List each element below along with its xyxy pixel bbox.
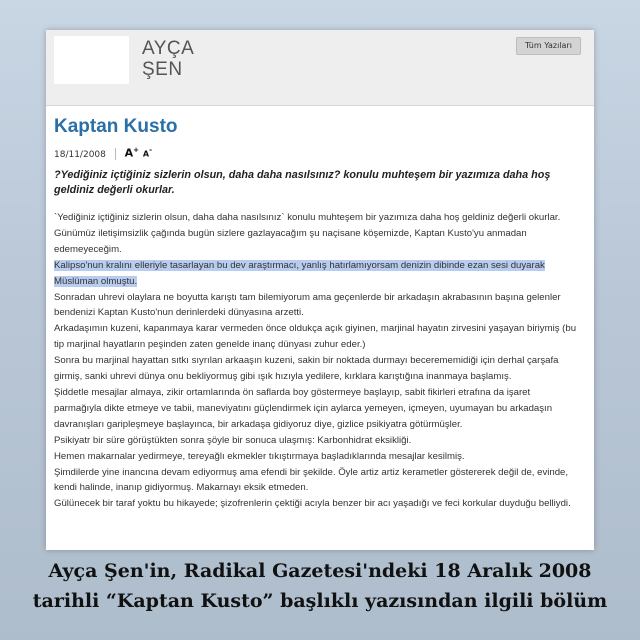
paragraph: Gülünecek bir taraf yoktu bu hikayede; şizofrenlerin çektiği acıyla benzer bir acı yaşadığı ve feci korkular duyduğu belliydi.	[54, 498, 571, 510]
article-body	[54, 210, 579, 512]
article-meta	[54, 146, 152, 160]
image-caption	[0, 556, 640, 616]
author-name[interactable]	[142, 38, 202, 80]
paragraph: Şimdilerde yine inancına devam ediyormuş ama efendi bir şekilde. Öyle artiz artiz kerametler göstererek değil de, evinde, kendi halinde, inanıp gidiyormuş. Makarnayı eksik etmeden.	[54, 466, 569, 494]
caption-line-2: tarihli “Kaptan Kusto” başlıklı yazısından ilgili bölüm	[32, 590, 608, 612]
article-lead: ?Yediğiniz içtiğiniz sizlerin olsun, daha daha nasılsınız? konulu muhteşem bir yazımıza daha hoş geldiniz değerli okurlar.	[54, 169, 551, 196]
paragraph: Arkadaşımın kuzeni, kapanmaya karar vermeden önce oldukça açık giyinen, marjinal hayatın zirvesini yaşayan biriymiş (bu tip marjinal hayatların peşinden zaten genelde inanç dünyası zuhur eder.)	[54, 323, 577, 351]
font-decrease-glyph[interactable]: A	[142, 149, 150, 159]
paragraph-highlighted	[54, 258, 579, 290]
paragraph: Günümüz iletişimsizlik çağında bugün sizlere gazlayacağım şu naçisane köşemizde, Kaptan Kusto'yu anmadan edemeyeceğim.	[54, 227, 527, 255]
author-first-name: AYÇA	[142, 38, 195, 59]
author-photo	[54, 36, 129, 84]
all-posts-button[interactable]: Tüm Yazıları	[516, 37, 581, 55]
font-increase-glyph[interactable]: A	[124, 146, 134, 160]
paragraph: Psikiyatr bir süre görüştükten sonra şöyle bir sonuca ulaşmış: Karbonhidrat eksikliği.	[54, 434, 412, 446]
article-date: 18/11/2008	[54, 149, 106, 160]
article-page	[46, 30, 594, 550]
font-decrease-sign: -	[149, 146, 152, 154]
paragraph: Sonra bu marjinal hayattan sıtkı sıyrılan arkaaşın kuzeni, sakin bir noktada durmayı becerememidiği için derhal çarşafa girmiş, sanki uhrevi dünya onu bekliyormuş gibi ışık hızıyla yedilere, kırklara karıştığına inanmaya başlamış.	[54, 355, 559, 383]
font-increase-sign: +	[133, 146, 140, 154]
author-last-name: ŞEN	[142, 59, 183, 80]
caption-line-1: Ayça Şen'in, Radikal Gazetesi'ndeki 18 Aralık 2008	[48, 560, 592, 582]
paragraph: Hemen makarnalar yedirmeye, tereyağlı ekmekler tıkıştırmaya başladıklarında mesajlar kesilmiş.	[54, 450, 465, 462]
font-size-control[interactable]	[125, 146, 152, 160]
meta-divider	[115, 148, 116, 160]
paragraph: Sonradan uhrevi olaylara ne boyutta karıştı tam bilemiyorum ama geçenlerde bir arkadaşın akrabasının başına gelenler bendenizi Kaptan Kusto'nun derinlerdeki dünyasına arzetti.	[54, 291, 561, 319]
paragraph: Şiddetle mesajlar almaya, zikir ortamlarında ön saflarda boy göstermeye başlayıp, sabit fikirleri etrafına da işaret parmağıyla dikte etmeye ve tabii, maneviyatını güçlendirmek için aylarca yemeyen, içmeyen, uyumayan bu arkadaşın davranışları garipleşmeye başlayınca, bir arkadaşa gidiyoruz diye, gizlice psikiyatra götürmüşler.	[54, 386, 553, 430]
header-bar	[46, 30, 594, 106]
paragraph: `Yediğiniz içtiğiniz sizlerin olsun, daha daha nasılsınız` konulu muhteşem bir yazımıza daha hoş geldiniz değerli okurlar.	[54, 212, 561, 223]
selected-text: Kalipso'nun kralını elleriyle tasarlayan bu dev araştırmacı, yanlış hatırlamıyorsam denizin dibinde ezan sesi duyarak Müslüman olmuştu.	[54, 259, 545, 287]
article-title: Kaptan Kusto	[54, 116, 178, 137]
